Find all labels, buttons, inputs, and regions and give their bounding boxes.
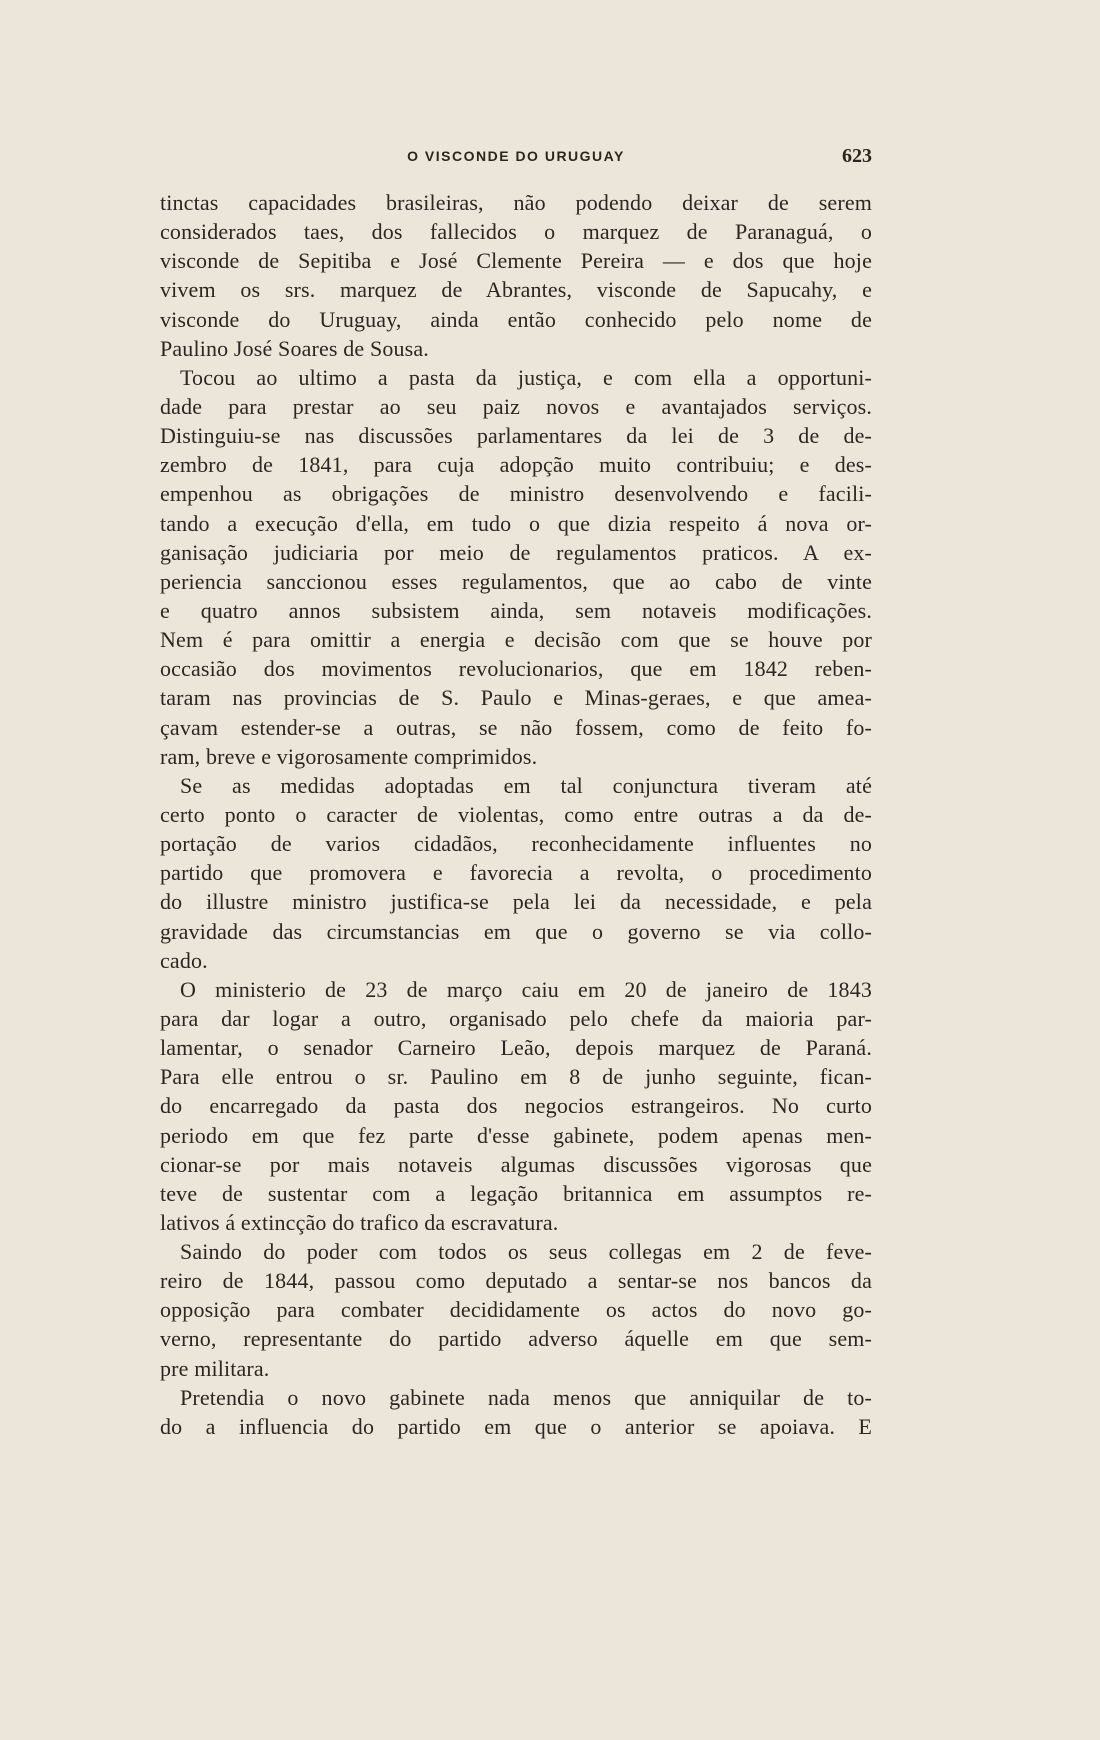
text-line: gravidade das circumstancias em que o governo se via collo- xyxy=(160,918,872,944)
text-line: e quatro annos subsistem ainda, sem notaveis modificações. xyxy=(160,597,872,623)
text-line: lamentar, o senador Carneiro Leão, depois marquez de Paraná. xyxy=(160,1035,872,1061)
text-line: ganisação judiciaria por meio de regulamentos praticos. A ex- xyxy=(160,539,872,565)
text-line: visconde do Uruguay, ainda então conhecido pelo nome de xyxy=(160,306,872,332)
text-line: do encarregado da pasta dos negocios estrangeiros. No curto xyxy=(160,1093,872,1119)
running-title: O VISCONDE DO URUGUAY xyxy=(407,148,625,164)
text-line: para dar logar a outro, organisado pelo chefe da maioria par- xyxy=(160,1005,872,1031)
text-line: pre militara. xyxy=(160,1355,270,1381)
text-line: çavam estender-se a outras, se não fossem, como de feito fo- xyxy=(160,714,872,740)
text-line: opposição para combater decididamente os actos do novo go- xyxy=(160,1297,872,1323)
text-line: taram nas provincias de S. Paulo e Minas-geraes, e que amea- xyxy=(160,685,872,711)
text-line: teve de sustentar com a legação britannica em assumptos re- xyxy=(160,1180,872,1206)
text-line: Se as medidas adoptadas em tal conjunctura tiveram até xyxy=(180,772,872,798)
text-line: Distinguiu-se nas discussões parlamentares da lei de 3 de de- xyxy=(160,423,872,449)
text-line: considerados taes, dos fallecidos o marquez de Paranaguá, o xyxy=(160,219,872,245)
text-line: lativos á extincção do trafico da escravatura. xyxy=(160,1209,559,1235)
text-line: periencia sanccionou esses regulamentos, que ao cabo de vinte xyxy=(160,568,872,594)
text-line: vivem os srs. marquez de Abrantes, visconde de Sapucahy, e xyxy=(160,277,872,303)
text-line: empenhou as obrigações de ministro desenvolvendo e facili- xyxy=(160,481,872,507)
text-line: cado. xyxy=(160,947,208,973)
text-line: occasião dos movimentos revolucionarios, que em 1842 reben- xyxy=(160,656,872,682)
text-line: Saindo do poder com todos os seus collegas em 2 de feve- xyxy=(180,1239,872,1265)
text-line: periodo em que fez parte d'esse gabinete, podem apenas men- xyxy=(160,1122,872,1148)
text-line: do illustre ministro justifica-se pela lei da necessidade, e pela xyxy=(160,889,872,915)
text-line: Nem é para omittir a energia e decisão com que se houve por xyxy=(160,627,872,653)
text-line: dade para prestar ao seu paiz novos e avantajados serviços. xyxy=(160,393,872,419)
text-line: portação de varios cidadãos, reconhecidamente influentes no xyxy=(160,831,872,857)
text-line: zembro de 1841, para cuja adopção muito contribuiu; e des- xyxy=(160,452,872,478)
text-line: reiro de 1844, passou como deputado a sentar-se nos bancos da xyxy=(160,1268,872,1294)
text-line: visconde de Sepitiba e José Clemente Pereira — e dos que hoje xyxy=(160,248,872,274)
text-line: tando a execução d'ella, em tudo o que dizia respeito á nova or- xyxy=(160,510,872,536)
text-line: Paulino José Soares de Sousa. xyxy=(160,335,429,361)
text-line: do a influencia do partido em que o anterior se apoiava. E xyxy=(160,1413,872,1439)
body-text xyxy=(160,188,872,1441)
text-line: verno, representante do partido adverso áquelle em que sem- xyxy=(160,1326,872,1352)
text-line: cionar-se por mais notaveis algumas discussões vigorosas que xyxy=(160,1151,872,1177)
text-line: ram, breve e vigorosamente comprimidos. xyxy=(160,743,538,769)
text-line: partido que promovera e favorecia a revolta, o procedimento xyxy=(160,860,872,886)
text-line: Tocou ao ultimo a pasta da justiça, e com ella a opportuni- xyxy=(180,364,872,390)
text-line: certo ponto o caracter de violentas, como entre outras a da de- xyxy=(160,801,872,827)
page-header xyxy=(160,145,872,178)
text-line: Para elle entrou o sr. Paulino em 8 de junho seguinte, fican- xyxy=(160,1064,872,1090)
page-number: 623 xyxy=(842,145,872,167)
text-line: O ministerio de 23 de março caiu em 20 de janeiro de 1843 xyxy=(180,976,872,1002)
text-line: Pretendia o novo gabinete nada menos que anniquilar de to- xyxy=(180,1384,872,1410)
text-line: tinctas capacidades brasileiras, não podendo deixar de serem xyxy=(160,190,872,215)
